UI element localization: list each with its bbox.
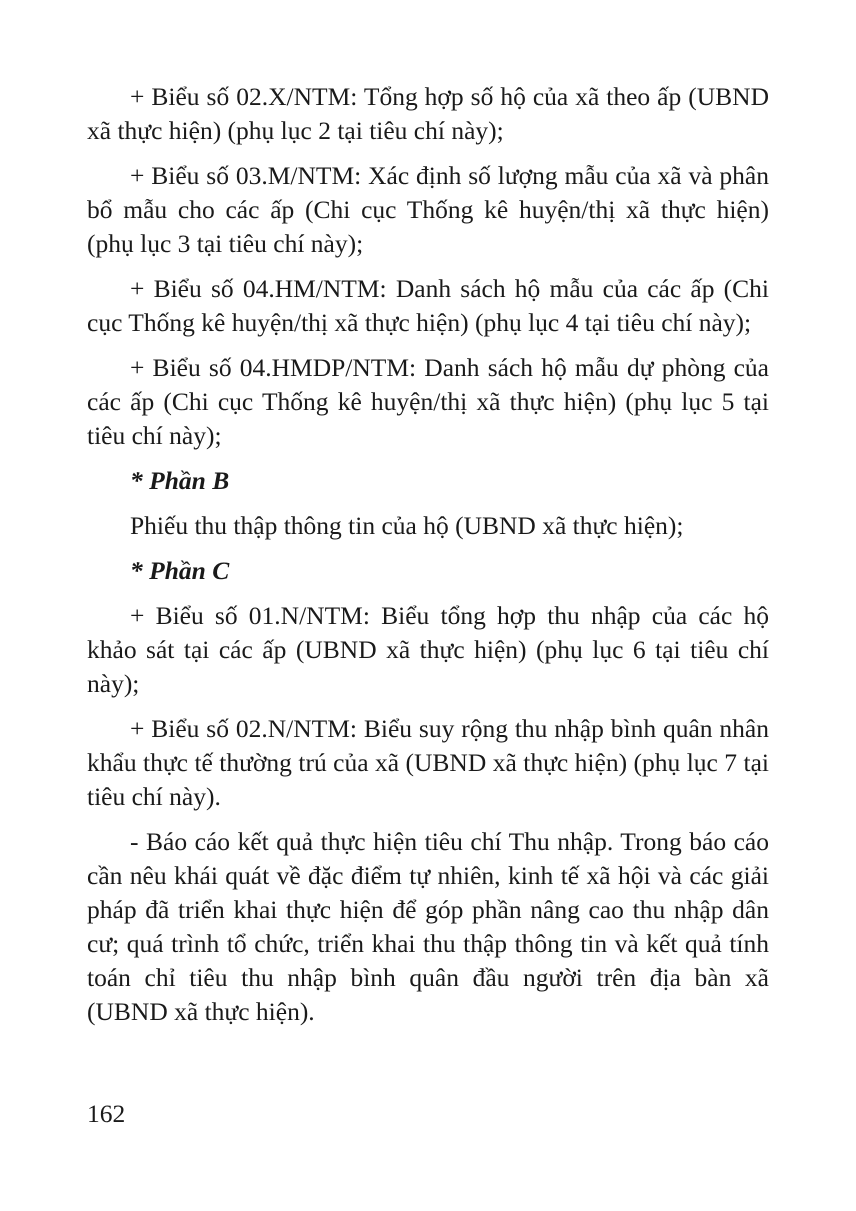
paragraph-bieu-04hm: + Biểu số 04.HM/NTM: Danh sách hộ mẫu của các ấp (Chi cục Thống kê huyện/thị xã thực hiện) (phụ lục 4 tại tiêu chí này); [87, 274, 769, 337]
paragraph-phieu-thu-thap: Phiếu thu thập thông tin của hộ (UBND xã thực hiện); [130, 511, 684, 540]
document-page [87, 80, 769, 1040]
paragraph-bieu-02n: + Biểu số 02.N/NTM: Biểu suy rộng thu nhập bình quân nhân khẩu thực tế thường trú của xã (UBND xã thực hiện) (phụ lục 7 tại tiêu chí này). [87, 714, 769, 811]
section-heading-phan-b: * Phần B [130, 466, 230, 495]
section-heading-phan-c: * Phần C [130, 556, 230, 585]
paragraph-bieu-01n: + Biểu số 01.N/NTM: Biểu tổng hợp thu nhập của các hộ khảo sát tại các ấp (UBND xã thực hiện) (phụ lục 6 tại tiêu chí này); [87, 601, 769, 698]
paragraph-bieu-04hmdp: + Biểu số 04.HMDP/NTM: Danh sách hộ mẫu dự phòng của các ấp (Chi cục Thống kê huyện/thị xã thực hiện) (phụ lục 5 tại tiêu chí này); [87, 353, 769, 450]
paragraph-bieu-02x: + Biểu số 02.X/NTM: Tổng hợp số hộ của xã theo ấp (UBND xã thực hiện) (phụ lục 2 tại tiêu chí này); [87, 82, 769, 145]
paragraph-bao-cao: - Báo cáo kết quả thực hiện tiêu chí Thu nhập. Trong báo cáo cần nêu khái quát về đặc điểm tự nhiên, kinh tế xã hội và các giải pháp đã triển khai thực hiện để góp phần nâng cao thu nhập dân cư; quá trình tổ chức, triển khai thu thập thông tin và kết quả tính toán chỉ tiêu thu nhập bình quân đầu người trên địa bàn xã (UBND xã thực hiện). [87, 827, 769, 1026]
paragraph-bieu-03m: + Biểu số 03.M/NTM: Xác định số lượng mẫu của xã và phân bổ mẫu cho các ấp (Chi cục Thống kê huyện/thị xã thực hiện) (phụ lục 3 tại tiêu chí này); [87, 161, 769, 258]
page-number: 162 [87, 1099, 126, 1128]
